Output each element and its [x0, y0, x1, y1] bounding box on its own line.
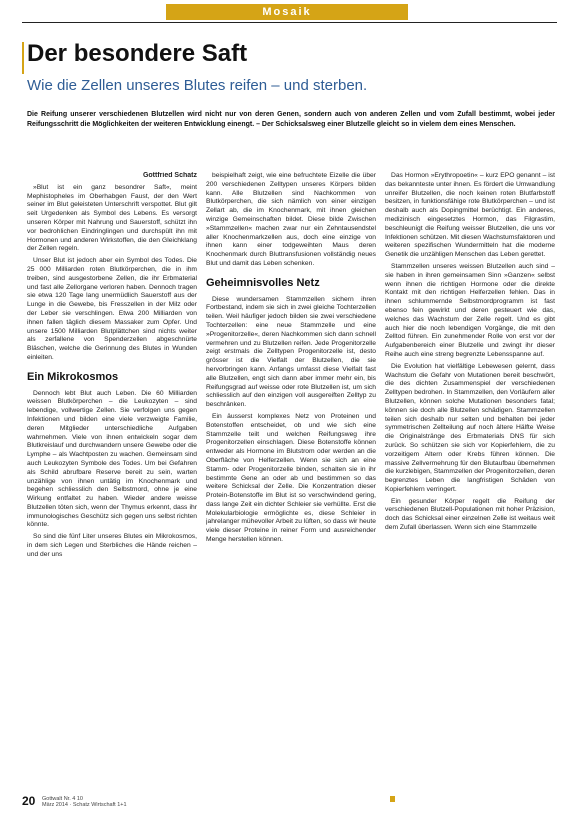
- paragraph: beispielhaft zeigt, wie eine befruchtete Eizelle die über 200 verschiedenen Zelltypen unseres Körpers bilden kann. Alle Blutzellen sind Nachkommen von Blutkörperchen, die sich nämlich von einer einzigen Zellart ab, die im Knochenmark, mit ihnen gleichen winzige Gemeinschaften bildet. Diese bilde Zwischen »Stammzellen« machen zwar nur ein Zehntausendstel aller Knochenmarkzellen aus, doch eine einzige von ihnen kann einer todgeweihten Maus deren Knochenmark durch Bluttransfusionen vollständig neues Blut und damit das Leben schenken.: [206, 172, 376, 267]
- page-footer: [22, 794, 557, 812]
- section-tag: Mosaik: [166, 4, 408, 20]
- paragraph: Dennoch lebt Blut auch Leben. Die 60 Milliarden weissen Blutkörperchen – die Leukozyten – sind lebendige, vollwertige Zellen. Sie verfolgen uns gegen Infektionen und bilden eine viele verzweigte Familie, deren Mitglieder unterschiedliche Aufgaben wahrnehmen. Viele von ihnen entwickeln sogar dem Blutkreislauf und durchwandern unsere Gewebe oder die Lymphe – als Wachtposten zu wachen. Gemeinsam sind auch Leukozyten Symbole des Todes. Um bei Gefahren als Schild abrufbare Reserve bereit zu sein, warten unzählige von ihnen untätig im Knochenmark und begehen schliesslich den Selbstmord, ohne je eine Wirkung entfaltet zu haben. Wieder andere weisse Blutzellen töten sich, wenn der Thymus erkennt, dass ihr immunologisches Geschütz sich gegen uns selbst richten könnte.: [27, 389, 197, 529]
- paragraph: Ein äusserst komplexes Netz von Proteinen und Botenstoffen entscheidet, ob und wie sich eine Stammzelle teilt und welchen Reifungsweg ihre Progenitorzellen einschlagen. Diese Botenstoffe können entweder als Hormone im Blutstrom oder werden an die Oberfläche von Helferzellen. Wenn sie sich an eine Stamm- oder Progenitorzelle binden, schalten sie in ihr bestimmte Gene an oder ab und bestimmen so das weitere Schicksal der Zelle. Die Konzentration dieser Protein-Botenstoffe im Blut ist so verschwindend gering, dass lange Zeit ein dichter Schleier sie verhüllte. Erst die Molekularbiologie ermöglichte es, diese Schleier in jahrelanger mühevoller Arbeit zu lüften, so dass wir heute viele dieser Proteine in reiner Form und ausreichender Menge herstellen können.: [206, 412, 376, 544]
- column-2: [206, 172, 376, 802]
- paragraph: Ein gesunder Körper regelt die Reifung der verschiedenen Blutzell-Populationen mit hoher Präzision, doch das Schicksal einer einzelnen Zelle ist weitaus weit dem Zufall überlassen. Wenn sich eine Stammzelle: [385, 497, 555, 532]
- section-heading-mikrokosmos: Ein Mikrokosmos: [27, 370, 119, 383]
- column-1: [27, 172, 197, 802]
- header-rule: [22, 22, 557, 23]
- page-number: 20: [22, 794, 36, 808]
- article-subtitle: Wie die Zellen unseres Blutes reifen – und sterben.: [27, 77, 368, 94]
- paragraph: Unser Blut ist jedoch aber ein Symbol des Todes. Die 25 000 Milliarden roten Blutkörperchen, die in ihm treiben, sind ausgestorbene Zellen, die ihr Erbmaterial und fast alle Zellorgane verloren haben. Dennoch tragen sie etwa 120 Tage lang unermüdlich Sauerstoff aus der Lunge in die Gewebe, bis Fresszellen in der Milz oder der Leber sie verschlingen. Etwa 200 Milliarden von ihnen fallen täglich diesem Massaker zum Opfer. Und unsere 1500 Milliarden Blutplättchen sind nichts weiter als zerfallene von Spenderzellen abgeschnürte Bläschen, welche die Gerinnung des Blutes in Wunden einleiten.: [27, 257, 197, 361]
- paragraph: Stammzellen unseres weissen Blutzellen auch sind – sie haben in ihren gemeinsamen Sinn »Ganzen« selbst wenn ihnen die richtigen Hormone oder die direkte Kontakt mit den richtigen Helferzellen fehlen. Das in ihnen schlummernde Selbstmordprogramm ist fast ebenso fein gewirkt und deren gesteuert wie das, welches das Wachstum der Zelle regelt. Und es gibt auch hier die noch lebendigen Vorgänge, die mit den Zelltod führen. Ein zunehmender Rolle von erst vor der Aufgabenbereich einer Blutzelle und zwingt ihr dieser Reihe auch eine streng begrenzte Lebensspanne auf.: [385, 262, 555, 358]
- paragraph: So sind die fünf Liter unseres Blutes ein Mikrokosmos, in dem sich Legen und Sterbliches die Hände reichen – und der uns: [27, 533, 197, 558]
- paragraph: Das Hormon »Erythropoetin« – kurz EPO genannt – ist das bekannteste unter ihnen. Es fördert die Umwandlung unreifer Blutzellen, die noch keinen roten Blutfarbstoff besitzen, in funktionsfähige rote Blutkörperchen – und ist deshalb auch als Dopingmittel berüchtigt. Ein anderes, medizinisch eingesetztes Hormon, das Filgrastim, beschleunigt die Reifung weisser Blutzellen, die uns vor Infektionen schützen. Mit diesen Wachstumsfaktoren und weiteren spezifischen Wundermitteln hat die moderne Genetik die unzähligen Menschen das Leben gerettet.: [385, 172, 555, 259]
- paragraph: Die Evolution hat vielfältige Lebewesen gelernt, dass Wachstum die Gefahr von Mutationen bereit beschwört, die des dichten Zusammenspiel der verschiedenen Zelltypen bedrohen. In Stammzellen, den Vorläufern aller Blutzellen, können solche Mutationen besonders fatal; können sie doch alle Blutzellen schädigen. Stammzellen teilen sich deshalb nur selten und behalten bei jeder symmetrischen Zellteilung auf noch ältere Hälfte Weise die Originalstränge des Erbmaterials DNS für sich zurück. So schützen sie sich vor Kopierfehlern, die zu vorzeitigem Altern oder Krebs führen können. Die massive Zellvermehrung für den Blutaufbau übernehmen die kurzlebigen, Stammzellen der Progenitorzellen, deren begrenztes Leben die langfristigen Schäden von Kopierfehlern verringert.: [385, 362, 555, 493]
- publication-line: Gottwalt Nr. 4 10: [42, 796, 83, 802]
- publication-info: [42, 796, 162, 808]
- article-lead: Die Reifung unserer verschiedenen Blutzellen wird nicht nur von deren Genen, sondern auch von anderen Zellen und vom Zufall bestimmt, wobei jeder Reifungsschritt die Möglichkeiten der weiteren Entwicklung einengt. – Der Schicksalsweg einer Blutzelle gleicht so in vielem dem eines Menschen.: [27, 111, 555, 128]
- publication-line: März 2014 · Schatz Wirtschaft 1+1: [42, 802, 127, 808]
- column-3: [385, 172, 555, 802]
- section-heading-netz: Geheimnisvolles Netz: [206, 276, 320, 289]
- paragraph: Diese wundersamen Stammzellen sichern ihren Fortbestand, indem sie sich in zwei gleiche Tochterzellen teilen. Weil häufiger jedoch bilden sie zwei verschiedene Tochterzellen: eine neue Stammzelle und eine »Progenitorzelle«, deren Nachkommen sich dann schnell vermehren und zu Blutzellen reifen. Jede Progenitorzelle zeigt erstmals die Zelltypen Progenitorzelle ist, desto grösser ist die Vielfalt der Blutzellen, die sie hervorbringen kann. Anfangs umfasst diese Vielfalt fast alle Blutzellen, engt sich dann aber immer mehr ein, bis Reifungsgrad auf weisse oder rote Blutzellen ist, um sich schliesslich auf den einzigen voll ausgereiften Zelltyp zu beschränken.: [206, 295, 376, 409]
- author-byline: Gottfried Schatz: [142, 172, 197, 179]
- footer-marker-icon: [390, 796, 395, 802]
- article-title: Der besondere Saft: [27, 40, 248, 67]
- title-accent-bar: [22, 42, 24, 74]
- paragraph: »Blut ist ein ganz besondrer Saft«, meint Mephistopheles im Oberhabgen Faust, der den Wert seiner im Blut geleisteten Unterschrift verspottet. Blut gilt seit Urgedenken als Symbol des Lebens. Es versorgt unseren Körper mit Nahrung und Sauerstoff, schützt ihn vor bedrohlichen Eindringlingen und durchspült ihn mit Hormonen und anderen Wirkstoffen, die den Gleichklang der Zellen regeln.: [27, 183, 197, 253]
